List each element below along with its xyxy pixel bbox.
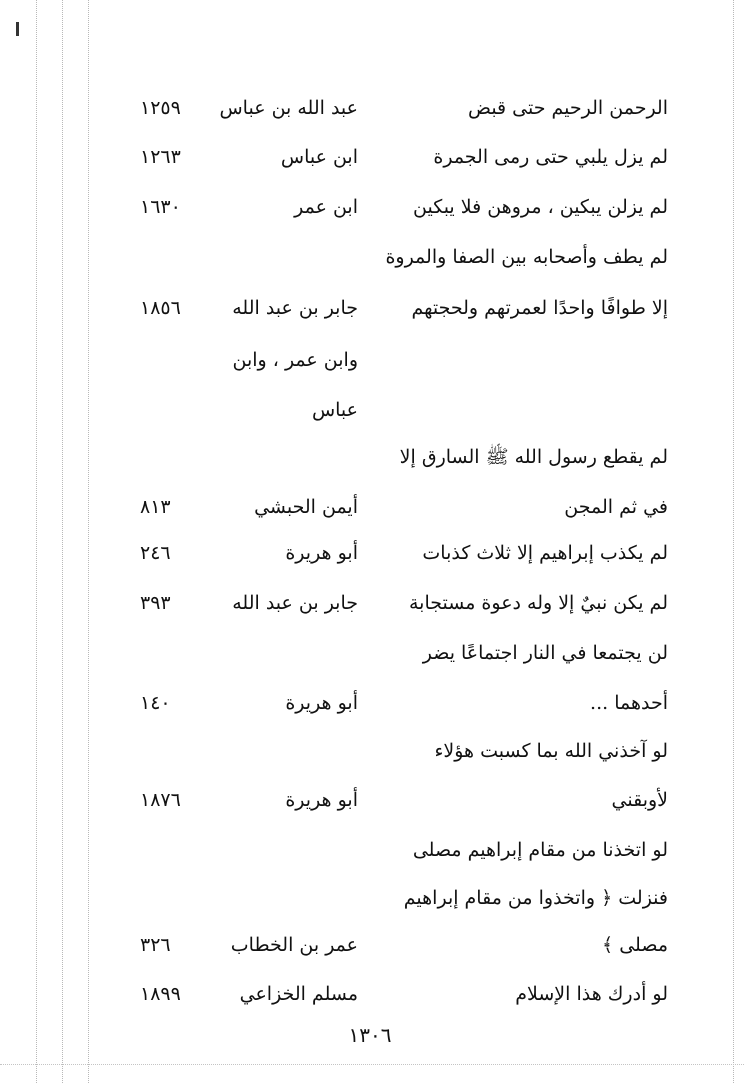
hadith-text: لن يجتمعا في النار اجتماعًا يضر (422, 642, 668, 664)
hadith-number: ١٨٩٩ (140, 983, 181, 1005)
hadith-text: مصلى ﴾ (602, 934, 668, 956)
index-row (0, 340, 744, 380)
hadith-number: ٣٢٦ (140, 934, 171, 956)
index-row (0, 437, 744, 477)
narrator-name: أبو هريرة (285, 789, 358, 811)
hadith-text: في ثم المجن (564, 496, 668, 518)
hadith-text: أحدهما ... (590, 692, 668, 714)
index-row (0, 137, 744, 177)
index-row (0, 390, 744, 430)
index-row (0, 731, 744, 771)
scan-mark (16, 22, 19, 36)
narrator-name: عمر بن الخطاب (230, 934, 358, 956)
index-row (0, 88, 744, 128)
hadith-text: لو آخذني الله بما كسبت هؤلاء (434, 740, 668, 762)
narrator-name: عبد الله بن عباس (219, 97, 358, 119)
hadith-text: لم يكن نبيٌ إلا وله دعوة مستجابة (409, 592, 668, 614)
hadith-text: إلا طوافًا واحدًا لعمرتهم ولحجتهم (411, 297, 668, 319)
hadith-text: لم يقطع رسول الله ﷺ السارق إلا (399, 446, 668, 468)
hadith-number: ١٨٥٦ (140, 297, 181, 319)
index-row (0, 683, 744, 723)
index-row (0, 237, 744, 277)
hadith-text: لو أدرك هذا الإسلام (515, 983, 668, 1005)
hadith-number: ١٤٠ (140, 692, 171, 714)
hadith-number: ١٦٣٠ (140, 196, 181, 218)
page-number: ١٣٠٦ (348, 1023, 392, 1047)
hadith-text: فنزلت ﴿ واتخذوا من مقام إبراهيم (403, 887, 668, 909)
narrator-name: وابن عمر ، وابن (232, 349, 358, 371)
narrator-name: عباس (311, 399, 358, 421)
index-row (0, 533, 744, 573)
index-row (0, 583, 744, 623)
narrator-name: مسلم الخزاعي (239, 983, 358, 1005)
hadith-number: ٢٤٦ (140, 542, 171, 564)
hadith-text: لم يزل يلبي حتى رمى الجمرة (433, 146, 668, 168)
index-row (0, 487, 744, 527)
hadith-text: لو اتخذنا من مقام إبراهيم مصلى (412, 839, 668, 861)
index-row (0, 925, 744, 965)
narrator-name: ابن عمر (294, 196, 358, 218)
hadith-number: ٣٩٣ (140, 592, 171, 614)
index-row (0, 288, 744, 328)
narrator-name: أبو هريرة (285, 542, 358, 564)
hadith-text: لم يكذب إبراهيم إلا ثلاث كذبات (422, 542, 668, 564)
index-row (0, 878, 744, 918)
narrator-name: أبو هريرة (285, 692, 358, 714)
index-row (0, 830, 744, 870)
index-row (0, 780, 744, 820)
hadith-number: ١٢٦٣ (140, 146, 181, 168)
hadith-number: ٨١٣ (140, 496, 171, 518)
guide-line (0, 1064, 744, 1065)
narrator-name: جابر بن عبد الله (232, 592, 358, 614)
hadith-number: ١٢٥٩ (140, 97, 181, 119)
index-row (0, 633, 744, 673)
narrator-name: ابن عباس (280, 146, 358, 168)
hadith-text: الرحمن الرحيم حتى قبض (468, 97, 668, 119)
hadith-text: لأوبقني (611, 789, 668, 811)
narrator-name: أيمن الحبشي (254, 496, 358, 518)
hadith-text: لم يطف وأصحابه بين الصفا والمروة (385, 246, 668, 268)
narrator-name: جابر بن عبد الله (232, 297, 358, 319)
hadith-number: ١٨٧٦ (140, 789, 181, 811)
index-row (0, 187, 744, 227)
index-row (0, 974, 744, 1014)
hadith-text: لم يزلن يبكين ، مروهن فلا يبكين (413, 196, 668, 218)
